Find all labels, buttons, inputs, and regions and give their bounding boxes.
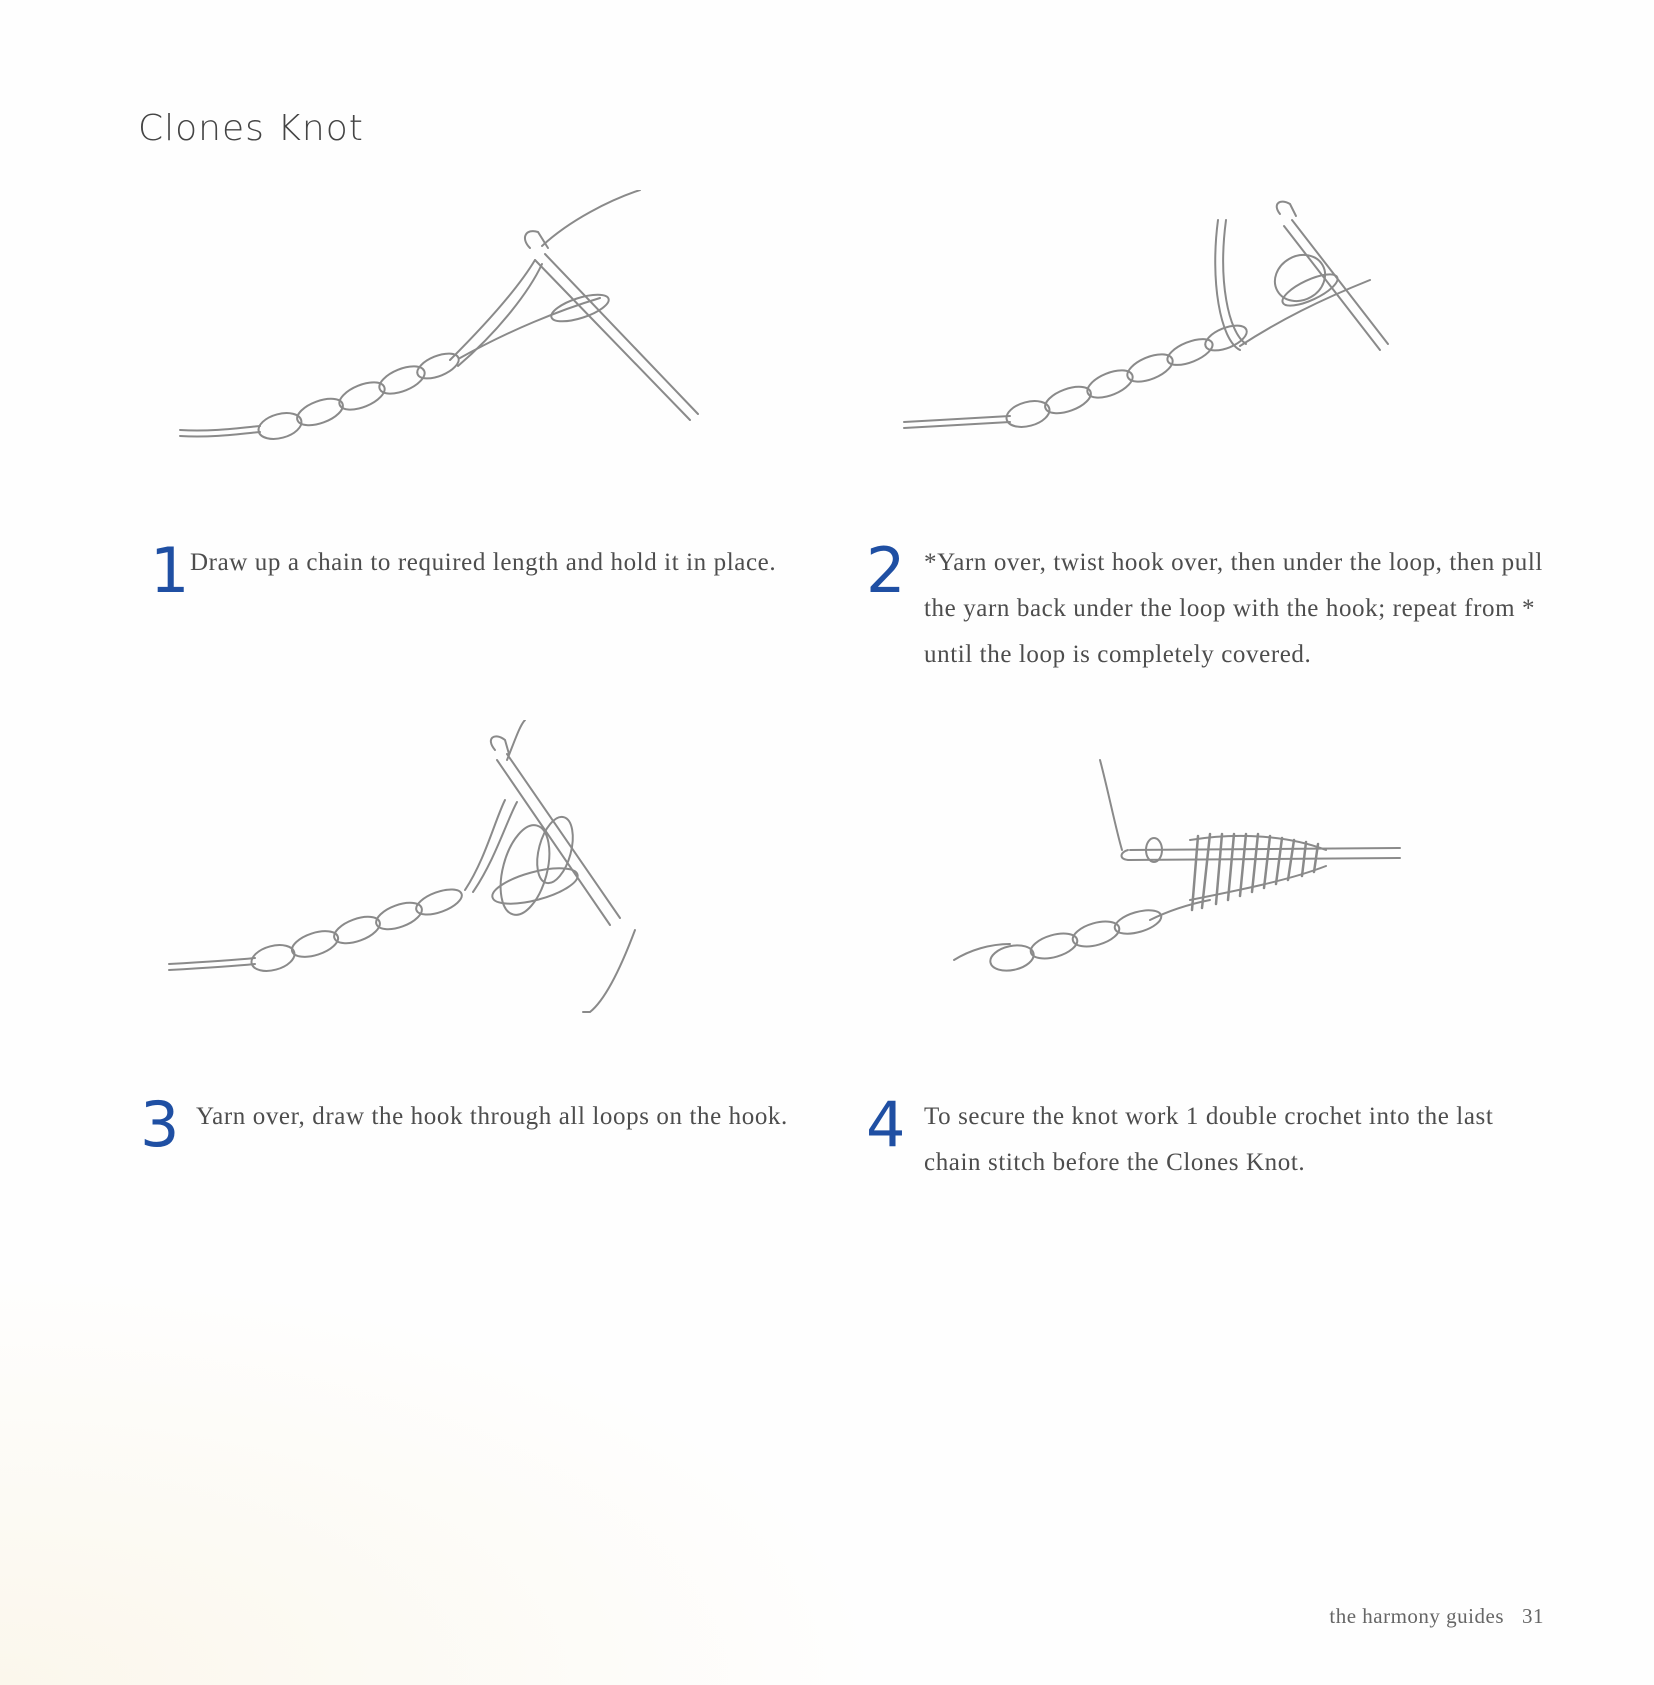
page-number: 31 bbox=[1522, 1604, 1544, 1628]
step-text: Draw up a chain to required length and hold it in place. bbox=[190, 549, 777, 576]
step-text: *Yarn over, twist hook over, then under the loop, then pull the yarn back under the loop with the hook; repeat from * until the loop is completely covered. bbox=[924, 549, 1543, 668]
step-2 bbox=[866, 534, 1546, 680]
page-footer bbox=[1329, 1604, 1544, 1629]
step-number: 2 bbox=[866, 534, 906, 607]
step-text: To secure the knot work 1 double crochet into the last chain stitch before the Clones Knot. bbox=[924, 1103, 1494, 1176]
step-4 bbox=[866, 1088, 1546, 1194]
step-3 bbox=[140, 1088, 820, 1174]
step-3-illustration bbox=[165, 720, 685, 1020]
book-title: the harmony guides bbox=[1329, 1604, 1504, 1628]
step-text: Yarn over, draw the hook through all loops on the hook. bbox=[196, 1103, 788, 1130]
step-number: 3 bbox=[140, 1088, 180, 1161]
step-1 bbox=[150, 534, 810, 620]
step-number: 1 bbox=[150, 534, 190, 607]
step-4-illustration bbox=[940, 740, 1440, 1000]
step-number: 4 bbox=[866, 1088, 906, 1161]
page-title: Clones Knot bbox=[138, 108, 364, 149]
step-1-illustration bbox=[170, 190, 730, 470]
step-2-illustration bbox=[900, 200, 1420, 450]
page-background-tint bbox=[0, 1265, 900, 1685]
